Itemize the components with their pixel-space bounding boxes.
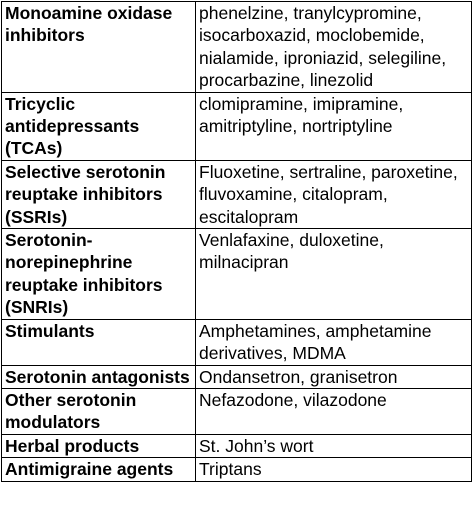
drug-class-cell: Selective serotonin reuptake inhibitors (SSRIs) <box>2 160 196 228</box>
drug-class-cell: Serotonin-norepinephrine reuptake inhibitors (SNRIs) <box>2 229 196 320</box>
drug-class-table <box>1 1 472 482</box>
table-row <box>2 388 472 434</box>
agents-cell: Fluoxetine, sertraline, paroxetine, fluvoxamine, citalopram, escitalopram <box>196 160 472 228</box>
agents-cell: Triptans <box>196 458 472 481</box>
agents-cell: clomipramine, imipramine, amitriptyline, nortriptyline <box>196 92 472 160</box>
drug-class-cell: Herbal products <box>2 434 196 457</box>
drug-class-cell: Monoamine oxidase inhibitors <box>2 2 196 93</box>
table-row <box>2 319 472 365</box>
agents-cell: St. John’s wort <box>196 434 472 457</box>
drug-class-cell: Tricyclic antidepressants (TCAs) <box>2 92 196 160</box>
table-row <box>2 434 472 457</box>
table-body <box>2 2 472 482</box>
table-row <box>2 458 472 481</box>
drug-class-cell: Antimigraine agents <box>2 458 196 481</box>
table-row <box>2 229 472 320</box>
drug-class-cell: Serotonin antagonists <box>2 365 196 388</box>
table-row <box>2 2 472 93</box>
table-row <box>2 365 472 388</box>
table-row <box>2 92 472 160</box>
agents-cell: Nefazodone, vilazodone <box>196 388 472 434</box>
agents-cell: Ondansetron, granisetron <box>196 365 472 388</box>
drug-class-cell: Other serotonin modulators <box>2 388 196 434</box>
drug-class-cell: Stimulants <box>2 319 196 365</box>
agents-cell: Amphetamines, amphetamine derivatives, MDMA <box>196 319 472 365</box>
agents-cell: phenelzine, tranylcypromine, isocarboxazid, moclobemide, nialamide, iproniazid, selegiline, procarbazine, linezolid <box>196 2 472 93</box>
table-row <box>2 160 472 228</box>
agents-cell: Venlafaxine, duloxetine, milnacipran <box>196 229 472 320</box>
